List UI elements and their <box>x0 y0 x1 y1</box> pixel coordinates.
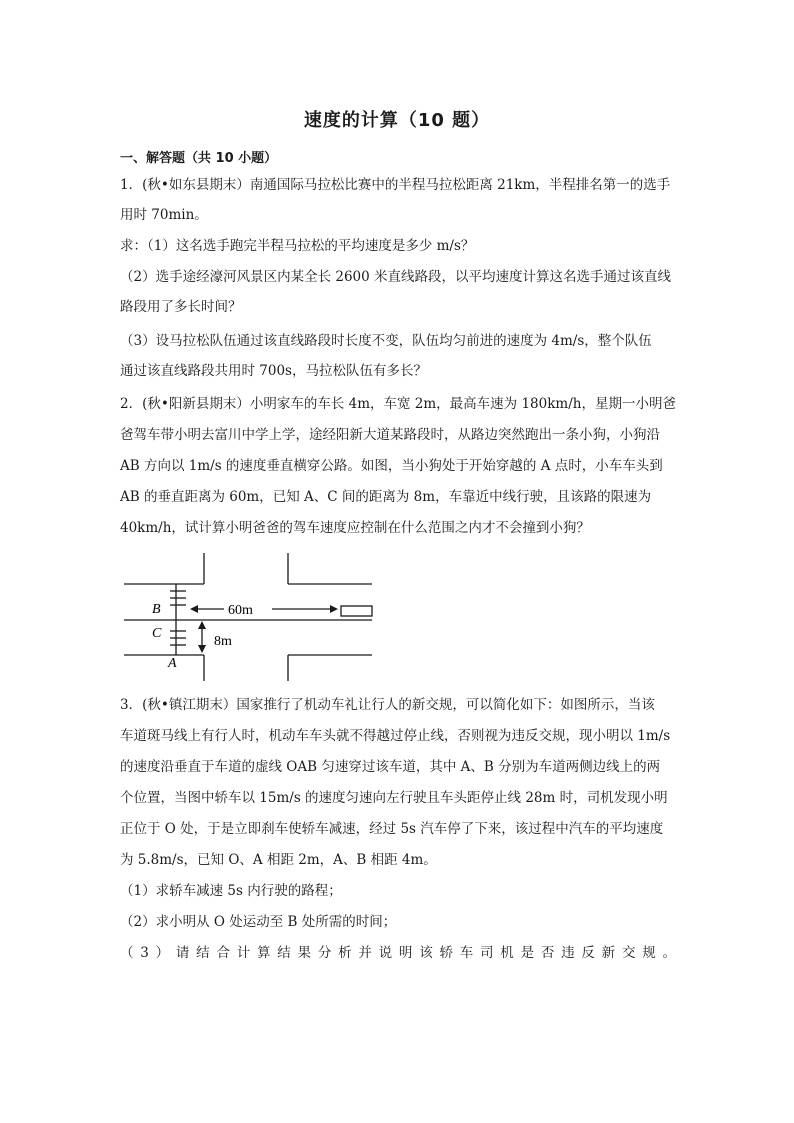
section-heading: 一、解答题（共 10 小题） <box>120 151 278 166</box>
distance-60m: 60m <box>228 603 253 618</box>
text-line: 为 5.8m/s，已知 O、A 相距 2m，A、B 相距 4m。 <box>120 852 437 868</box>
text-line: 1．(秋•如东县期末）南通国际马拉松比赛中的半程马拉松距离 21km，半程排名第一的选手 <box>120 177 671 193</box>
label-c: C <box>152 626 162 641</box>
distance-8m: 8m <box>214 634 232 649</box>
text-line: 通过该直线路段共用时 700s，马拉松队伍有多长？ <box>120 363 427 379</box>
text-line: （2）选手途经濠河风景区内某全长 2600 米直线路段，以平均速度计算这名选手通过该直线 <box>120 269 672 285</box>
text-line: 用时 70min。 <box>120 207 208 223</box>
text-line: 3．(秋•镇江期末）国家推行了机动车礼让行人的新交规，可以简化如下：如图所示，当该 <box>120 697 655 713</box>
text-line: （2）求小明从 O 处运动至 B 处所需的时间； <box>120 914 397 930</box>
text-line: （1）求轿车减速 5s 内行驶的路程； <box>120 883 342 899</box>
label-a: A <box>168 656 177 671</box>
road-diagram <box>124 553 384 683</box>
text-line: 个位置，当图中轿车以 15m/s 的速度匀速向左行驶且车头距停止线 28m 时，司机发现小明 <box>120 790 668 806</box>
text-line: （3）请结合计算结果分析并说明该轿车司机是否违反新交规。 <box>120 945 676 961</box>
text-line: （3）设马拉松队伍通过该直线路段时长度不变，队伍均匀前进的速度为 4m/s，整个队伍 <box>120 333 652 349</box>
text-line: 爸驾车带小明去富川中学上学，途经阳新大道某路段时，从路边突然跑出一条小狗，小狗沿 <box>120 427 660 443</box>
text-line: 车道斑马线上有行人时，机动车车头就不得越过停止线，否则视为违反交规，现小明以 1m/s <box>120 728 671 744</box>
text-line: AB 方向以 1m/s 的速度垂直横穿公路。如图，当小狗处于开始穿越的 A 点时，小车车头到 <box>120 458 663 474</box>
text-line: 求：（1）这名选手跑完半程马拉松的平均速度是多少 m/s？ <box>120 238 475 254</box>
text-line: 2．(秋•阳新县期末）小明家车的车长 4m，车宽 2m，最高车速为 180km/h，星期一小明爸 <box>120 396 676 412</box>
text-line: 路段用了多长时间？ <box>120 299 242 315</box>
text-line: 的速度沿垂直于车道的虚线 OAB 匀速穿过该车道，其中 A、B 分别为车道两侧边线上的两 <box>120 759 661 775</box>
text-line: AB 的垂直距离为 60m，已知 A、C 间的距离为 8m，车靠近中线行驶，且该路的限速为 <box>120 489 652 505</box>
text-line: 40km/h，试计算小明爸爸的驾车速度应控制在什么范围之内才不会撞到小狗？ <box>120 520 590 536</box>
page-title: 速度的计算（10 题） <box>303 110 491 131</box>
label-b: B <box>152 602 161 617</box>
text-line: 正位于 O 处，于是立即刹车使轿车减速，经过 5s 汽车停了下来，该过程中汽车的平均速度 <box>120 821 664 837</box>
